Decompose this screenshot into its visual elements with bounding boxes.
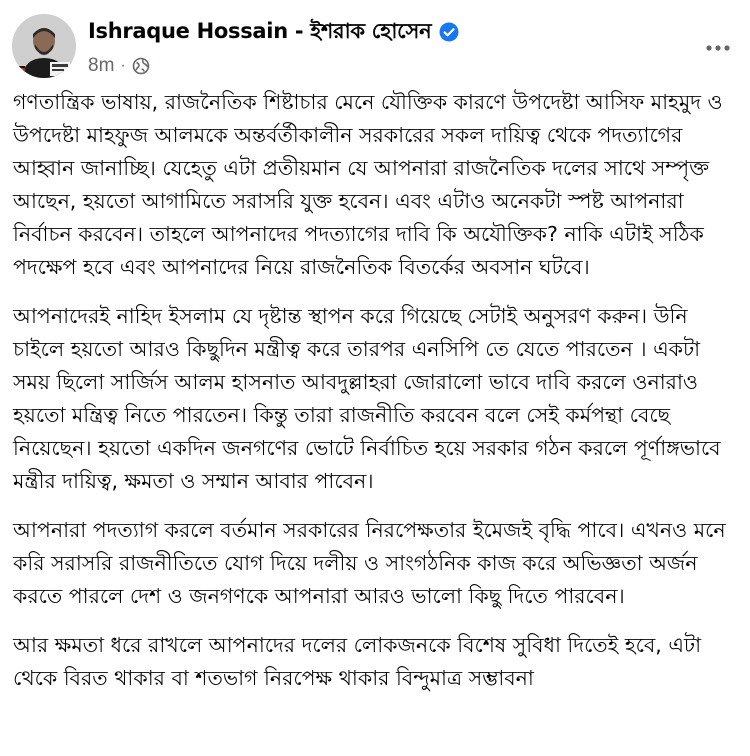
more-options-button[interactable] — [698, 28, 738, 68]
post-paragraph-2: আপনাদেরই নাহিদ ইসলাম যে দৃষ্টান্ত স্থাপন করে গিয়েছে সেটাই অনুসরণ করুন। উনি চাইলে হয়তো আরও কিছুদিন মন্ত্রীত্ব করে তারপর এনসিপি তে যেতে পারতেন । একটা সময় ছিলো সার্জিস আলম হাসনাত আবদুল্লাহরা জোরালো ভাবে দাবি করলে ওনারাও হয়তো মন্ত্রিত্ব নিতে পারতেন। কিন্তু তারা রাজনীতি করবেন বলে সেই কর্মপন্থা বেছে নিয়েছেন। হয়তো একদিন জনগণের ভোটে নির্বাচিত হয়ে সরকার গঠন করলে পূর্ণাঙ্গভাবে মন্ত্রীর দায়িত্ব, ক্ষমতা ও সম্মান আবার পাবেন। — [13, 304, 721, 493]
author-avatar[interactable] — [12, 14, 76, 78]
author-line — [88, 16, 459, 48]
avatar-image — [12, 14, 76, 78]
post-timestamp[interactable]: 8m — [88, 55, 115, 76]
meta-separator: · — [120, 57, 126, 74]
globe-icon[interactable] — [132, 57, 150, 75]
more-options-icon — [706, 45, 730, 51]
post-body — [13, 86, 741, 711]
post-paragraph-3: আপনারা পদত্যাগ করলে বর্তমান সরকারের নিরপেক্ষতার ইমেজই বৃদ্ধি পাবে। এখনও মনে করি সরাসরি রাজনীতিতে যোগ দিয়ে দলীয় ও সাংগঠনিক কাজ করে অভিজ্ঞতা অর্জন করতে পারলে দেশ ও জনগণকে আপনারা আরও ভালো কিছু দিতে পারবেন। — [13, 518, 726, 608]
post-header — [0, 0, 750, 84]
post-paragraph-1: গণতান্ত্রিক ভাষায়, রাজনৈতিক শিষ্টাচার মেনে যৌক্তিক কারণে উপদেষ্টা আসিফ মাহমুদ ও উপদেষ্টা মাহফুজ আলমকে অন্তর্বর্তীকালীন সরকারের সকল দায়িত্ব থেকে পদত্যাগের আহ্বান জানাচ্ছি। যেহেতু এটা প্রতীয়মান যে আপনারা রাজনৈতিক দলের সাথে সম্পৃক্ত আছেন, হয়তো আগামিতে সরাসরি যুক্ত হবেন। এবং এটাও অনেকটা স্পষ্ট আপনারা নির্বাচন করবেন। তাহলে আপনাদের পদত্যাগের দাবি কি অযৌক্তিক? নাকি এটাই সঠিক পদক্ষেপ হবে এবং আপনাদের নিয়ে রাজনৈতিক বিতর্কের অবসান ঘটবে। — [13, 90, 723, 279]
verified-badge-icon — [439, 22, 459, 42]
post-paragraph-4: আর ক্ষমতা ধরে রাখলে আপনাদের দলের লোকজনকে বিশেষ সুবিধা দিতেই হবে, এটা থেকে বিরত থাকার বা শতভাগ নিরপেক্ষ থাকার বিন্দুমাত্র সম্ভাবনা — [13, 633, 702, 690]
author-name[interactable]: Ishraque Hossain - ইশরাক হোসেন — [88, 18, 432, 43]
post-meta — [88, 54, 150, 78]
